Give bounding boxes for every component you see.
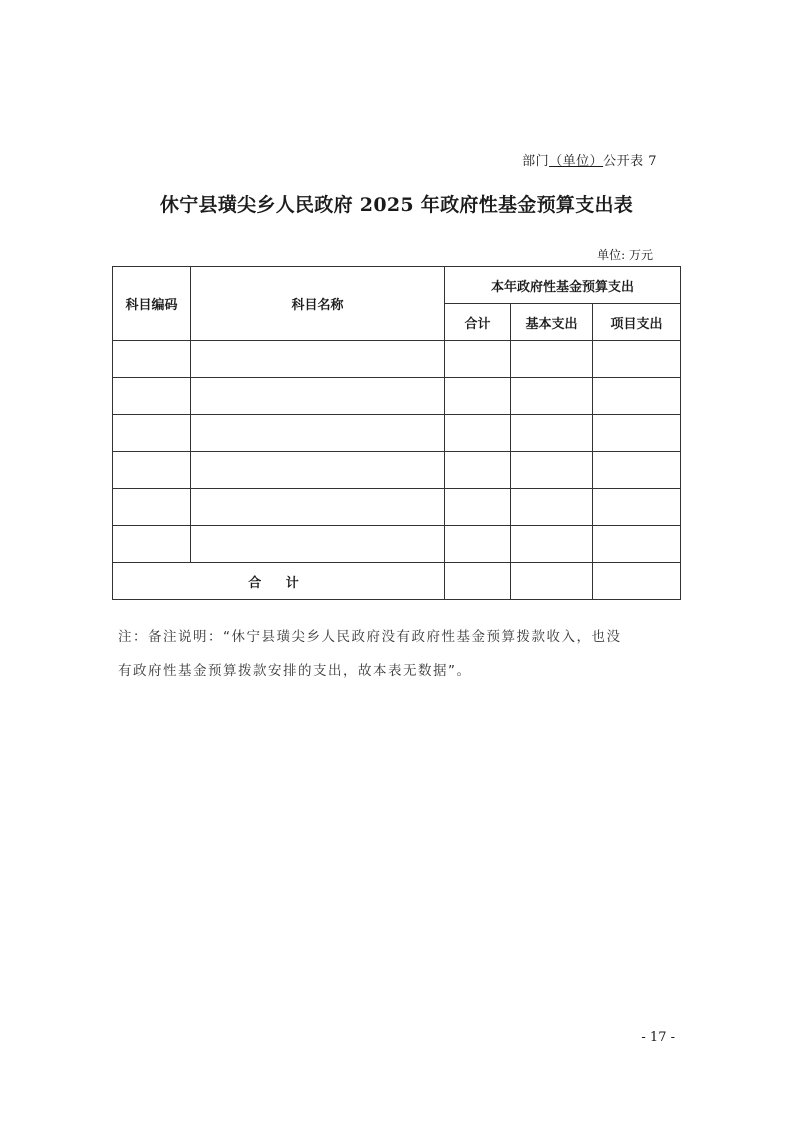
header-row-1 <box>113 267 681 304</box>
sub-project-header: 项目支出 <box>593 304 681 341</box>
note-line-2: 有政府性基金预算拨款安排的支出，故本表无数据”。 <box>118 663 472 679</box>
sub-basic-header: 基本支出 <box>511 304 593 341</box>
table-row <box>113 415 681 452</box>
table-row <box>113 341 681 378</box>
table-row <box>113 489 681 526</box>
unit-label: 单位: 万元 <box>597 248 653 262</box>
page-title: 休宁县璜尖乡人民政府 2025 年政府性基金预算支出表 <box>159 194 634 216</box>
group-header: 本年政府性基金预算支出 <box>445 267 681 304</box>
table-row <box>113 378 681 415</box>
header-unit-word: （单位） <box>549 154 604 169</box>
table-number-label <box>522 150 657 169</box>
header-suffix: 公开表 7 <box>603 154 657 169</box>
note-text <box>118 620 678 688</box>
note-line-1: 注：备注说明：“休宁县璜尖乡人民政府没有政府性基金预算拨款收入，也没 <box>118 629 622 645</box>
total-row <box>113 563 681 600</box>
page-number: - 17 - <box>641 1030 675 1045</box>
col-code-header: 科目编码 <box>113 267 191 341</box>
total-label: 合 计 <box>113 563 445 600</box>
budget-table <box>112 266 681 600</box>
table-row <box>113 452 681 489</box>
table-row <box>113 526 681 563</box>
header-prefix: 部门 <box>522 154 550 169</box>
sub-total-header: 合计 <box>445 304 511 341</box>
col-name-header: 科目名称 <box>191 267 445 341</box>
